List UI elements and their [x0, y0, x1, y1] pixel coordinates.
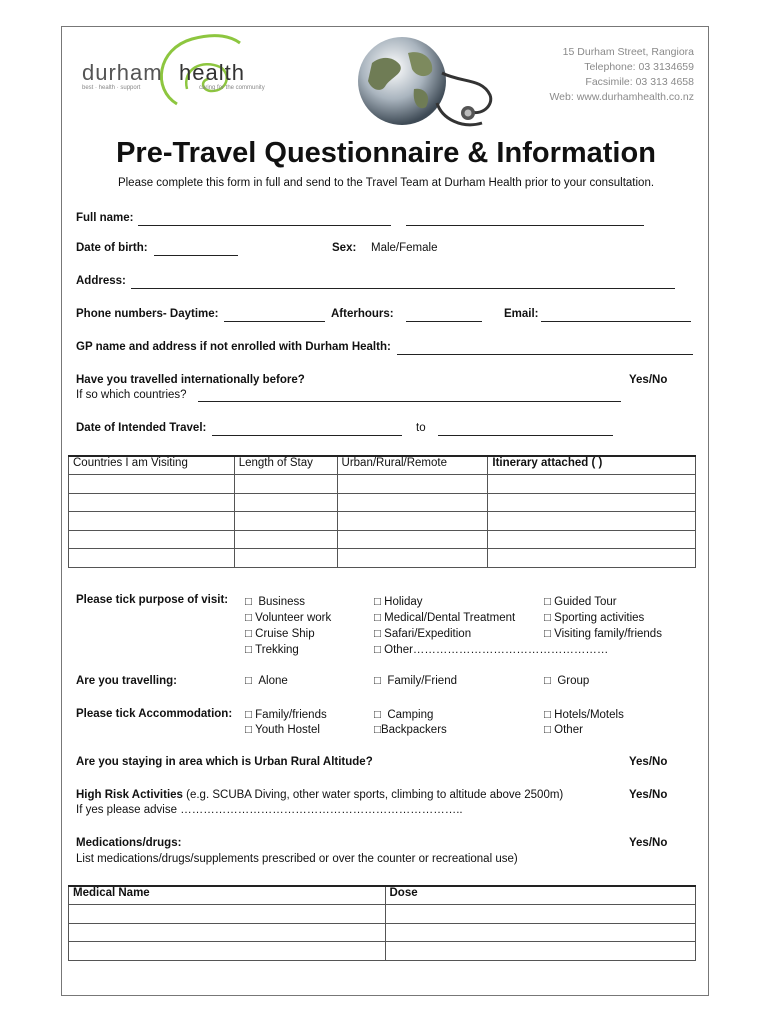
- medications-label: Medications/drugs:: [76, 837, 182, 849]
- checkbox-icon[interactable]: □: [544, 724, 551, 736]
- table-cell[interactable]: [69, 530, 235, 549]
- option-label: Family/Friend: [387, 675, 457, 687]
- table-row: [69, 493, 696, 512]
- countries-table-header: [69, 456, 696, 475]
- purpose-option-trekking[interactable]: [245, 642, 331, 658]
- address-label: Address:: [76, 275, 126, 287]
- option-label: Other……………………………………………: [384, 644, 609, 656]
- table-row: [69, 530, 696, 549]
- option-label: Family/friends: [255, 709, 327, 721]
- table-cell[interactable]: [234, 475, 337, 494]
- table-row: [69, 923, 696, 942]
- travel-date-from-line[interactable]: [212, 435, 402, 436]
- checkbox-icon[interactable]: □: [374, 724, 381, 736]
- table-cell[interactable]: [69, 905, 386, 924]
- table-cell[interactable]: [488, 493, 696, 512]
- checkbox-icon[interactable]: □: [544, 709, 551, 721]
- accommodation-label: Please tick Accommodation:: [76, 708, 233, 720]
- table-cell[interactable]: [488, 530, 696, 549]
- dob-label: Date of birth:: [76, 242, 148, 254]
- table-cell[interactable]: [337, 530, 488, 549]
- intro-text: Please complete this form in full and send to the Travel Team at Durham Health prior to your consultation.: [117, 177, 655, 189]
- table-cell[interactable]: [385, 905, 696, 924]
- logo-tagline-right: caring for the community: [199, 85, 265, 91]
- checkbox-icon[interactable]: □: [374, 612, 381, 624]
- accommodation-option-camping[interactable]: [374, 708, 447, 723]
- accommodation-option-other[interactable]: [544, 723, 624, 738]
- accommodation-option-backpackers[interactable]: [374, 723, 447, 738]
- sex-options[interactable]: Male/Female: [371, 242, 438, 254]
- option-label: Camping: [387, 709, 434, 721]
- length-header-cell: Length of Stay: [234, 456, 337, 475]
- option-label: Alone: [258, 675, 288, 687]
- option-label: Business: [258, 596, 306, 608]
- countries-header-cell: Countries I am Visiting: [69, 456, 235, 475]
- accommodation-col-2: [374, 708, 447, 738]
- high-risk-yesno[interactable]: Yes/No: [629, 789, 668, 801]
- address-line[interactable]: [131, 288, 675, 289]
- contact-web: Web: www.durhamhealth.co.nz: [549, 91, 694, 103]
- table-row: [69, 942, 696, 961]
- option-label: Other: [554, 724, 583, 736]
- table-cell[interactable]: [385, 923, 696, 942]
- table-row: [69, 905, 696, 924]
- urban-rural-label: Are you staying in area which is Urban Rural Altitude?: [76, 756, 373, 768]
- contact-telephone: Telephone: 03 3134659: [584, 61, 694, 73]
- checkbox-icon[interactable]: □: [245, 596, 252, 608]
- option-label: Safari/Expedition: [384, 628, 472, 640]
- which-countries-line[interactable]: [198, 401, 621, 402]
- travel-date-to-line[interactable]: [438, 435, 613, 436]
- checkbox-icon[interactable]: □: [544, 612, 551, 624]
- option-label: Holiday: [384, 596, 423, 608]
- table-cell[interactable]: [337, 549, 488, 568]
- table-cell[interactable]: [69, 923, 386, 942]
- high-risk-detail: (e.g. SCUBA Diving, other water sports, climbing to altitude above 2500m): [182, 789, 564, 801]
- travel-dates-label: Date of Intended Travel:: [76, 422, 207, 434]
- checkbox-icon[interactable]: □: [374, 644, 381, 656]
- afterhours-line[interactable]: [406, 321, 482, 322]
- medications-table-header: [69, 886, 696, 905]
- high-risk-advise[interactable]: If yes please advise ………………………………………………………………..: [76, 804, 463, 816]
- checkbox-icon[interactable]: □: [544, 628, 551, 640]
- travelled-yesno[interactable]: Yes/No: [629, 374, 668, 386]
- medications-yesno[interactable]: Yes/No: [629, 837, 668, 849]
- purpose-option-cruise[interactable]: [245, 626, 331, 642]
- logo-tagline-left: best · health · support: [82, 85, 141, 91]
- high-risk-label: High Risk Activities: [76, 789, 183, 801]
- checkbox-icon[interactable]: □: [374, 596, 381, 608]
- checkbox-icon[interactable]: □: [245, 644, 252, 656]
- page-title: Pre-Travel Questionnaire & Information: [116, 137, 656, 169]
- option-label: Medical/Dental Treatment: [384, 612, 516, 624]
- table-cell[interactable]: [69, 942, 386, 961]
- dose-header-cell: Dose: [385, 886, 696, 905]
- travelled-before-label: Have you travelled internationally before?: [76, 374, 305, 386]
- option-label: Visiting family/friends: [554, 628, 662, 640]
- checkbox-icon[interactable]: □: [374, 675, 381, 687]
- table-cell[interactable]: [337, 475, 488, 494]
- table-cell[interactable]: [69, 549, 235, 568]
- sex-label: Sex:: [332, 242, 357, 254]
- option-label: Youth Hostel: [255, 724, 320, 736]
- purpose-label: Please tick purpose of visit:: [76, 594, 229, 606]
- table-cell[interactable]: [385, 942, 696, 961]
- phone-daytime-line[interactable]: [224, 321, 325, 322]
- checkbox-icon[interactable]: □: [374, 709, 381, 721]
- purpose-option-sporting[interactable]: [544, 610, 662, 626]
- purpose-option-guided-tour[interactable]: [544, 594, 662, 610]
- option-label: Trekking: [255, 644, 299, 656]
- option-label: Sporting activities: [554, 612, 645, 624]
- option-label: Volunteer work: [255, 612, 332, 624]
- purpose-option-business[interactable]: [245, 594, 331, 610]
- dob-line[interactable]: [154, 255, 238, 256]
- gp-line[interactable]: [397, 354, 693, 355]
- table-cell[interactable]: [488, 475, 696, 494]
- table-cell[interactable]: [337, 512, 488, 531]
- contact-address: 15 Durham Street, Rangiora: [562, 46, 694, 58]
- table-cell[interactable]: [69, 493, 235, 512]
- travelling-option-alone[interactable]: [245, 675, 288, 687]
- globe-stethoscope-icon: [342, 33, 502, 133]
- table-row: [69, 475, 696, 494]
- form-page: [61, 26, 709, 996]
- checkbox-icon[interactable]: □: [544, 675, 551, 687]
- table-cell[interactable]: [69, 475, 235, 494]
- table-cell[interactable]: [234, 530, 337, 549]
- travel-dates-to: to: [416, 422, 426, 434]
- checkbox-icon[interactable]: □: [245, 612, 252, 624]
- email-line[interactable]: [541, 321, 691, 322]
- table-cell[interactable]: [234, 493, 337, 512]
- table-cell[interactable]: [69, 512, 235, 531]
- medical-name-header-cell: Medical Name: [69, 886, 386, 905]
- purpose-option-visiting[interactable]: [544, 626, 662, 642]
- option-label: Cruise Ship: [255, 628, 315, 640]
- checkbox-icon[interactable]: □: [245, 628, 252, 640]
- table-cell[interactable]: [234, 512, 337, 531]
- urban-rural-yesno[interactable]: Yes/No: [629, 756, 668, 768]
- contact-facsimile: Facsimile: 03 313 4658: [585, 76, 694, 88]
- table-cell[interactable]: [234, 549, 337, 568]
- full-name-label: Full name:: [76, 212, 134, 224]
- accommodation-col-1: [245, 708, 327, 738]
- checkbox-icon[interactable]: □: [245, 724, 252, 736]
- itinerary-header-cell[interactable]: Itinerary attached ( ): [488, 456, 696, 475]
- purpose-col-3: [544, 594, 662, 642]
- table-cell[interactable]: [488, 512, 696, 531]
- high-risk-question: [76, 789, 563, 801]
- accommodation-option-family[interactable]: [245, 708, 327, 723]
- countries-table: [68, 455, 696, 568]
- purpose-option-volunteer[interactable]: [245, 610, 331, 626]
- email-label: Email:: [504, 308, 539, 320]
- logo-word-durham: durham: [82, 60, 163, 85]
- table-row: [69, 549, 696, 568]
- which-countries-label: If so which countries?: [76, 389, 187, 401]
- medications-table: [68, 885, 696, 961]
- table-cell[interactable]: [488, 549, 696, 568]
- checkbox-icon[interactable]: □: [374, 628, 381, 640]
- accommodation-option-youth-hostel[interactable]: [245, 723, 327, 738]
- option-label: Guided Tour: [554, 596, 617, 608]
- full-name-line-2[interactable]: [406, 225, 644, 226]
- phone-daytime-label: Phone numbers- Daytime:: [76, 308, 219, 320]
- urban-header-cell: Urban/Rural/Remote: [337, 456, 488, 475]
- purpose-option-other[interactable]: [374, 642, 608, 658]
- checkbox-icon[interactable]: □: [245, 675, 252, 687]
- option-label: Hotels/Motels: [554, 709, 624, 721]
- checkbox-icon[interactable]: □: [544, 596, 551, 608]
- table-cell[interactable]: [337, 493, 488, 512]
- option-label: Backpackers: [380, 724, 447, 736]
- full-name-line-1[interactable]: [138, 225, 391, 226]
- contact-details: [549, 45, 694, 105]
- gp-label: GP name and address if not enrolled with Durham Health:: [76, 341, 391, 353]
- purpose-col-1: [245, 594, 331, 658]
- accommodation-col-3: [544, 708, 624, 738]
- accommodation-option-hotels[interactable]: [544, 708, 624, 723]
- option-label: Group: [557, 675, 590, 687]
- travelling-label: Are you travelling:: [76, 675, 177, 687]
- travelling-option-group[interactable]: [544, 675, 589, 687]
- afterhours-label: Afterhours:: [331, 308, 394, 320]
- medications-detail: List medications/drugs/supplements prescribed or over the counter or recreational use): [76, 853, 518, 865]
- table-row: [69, 512, 696, 531]
- travelling-option-family[interactable]: [374, 675, 457, 687]
- logo-word-health: health: [179, 60, 245, 85]
- checkbox-icon[interactable]: □: [245, 709, 252, 721]
